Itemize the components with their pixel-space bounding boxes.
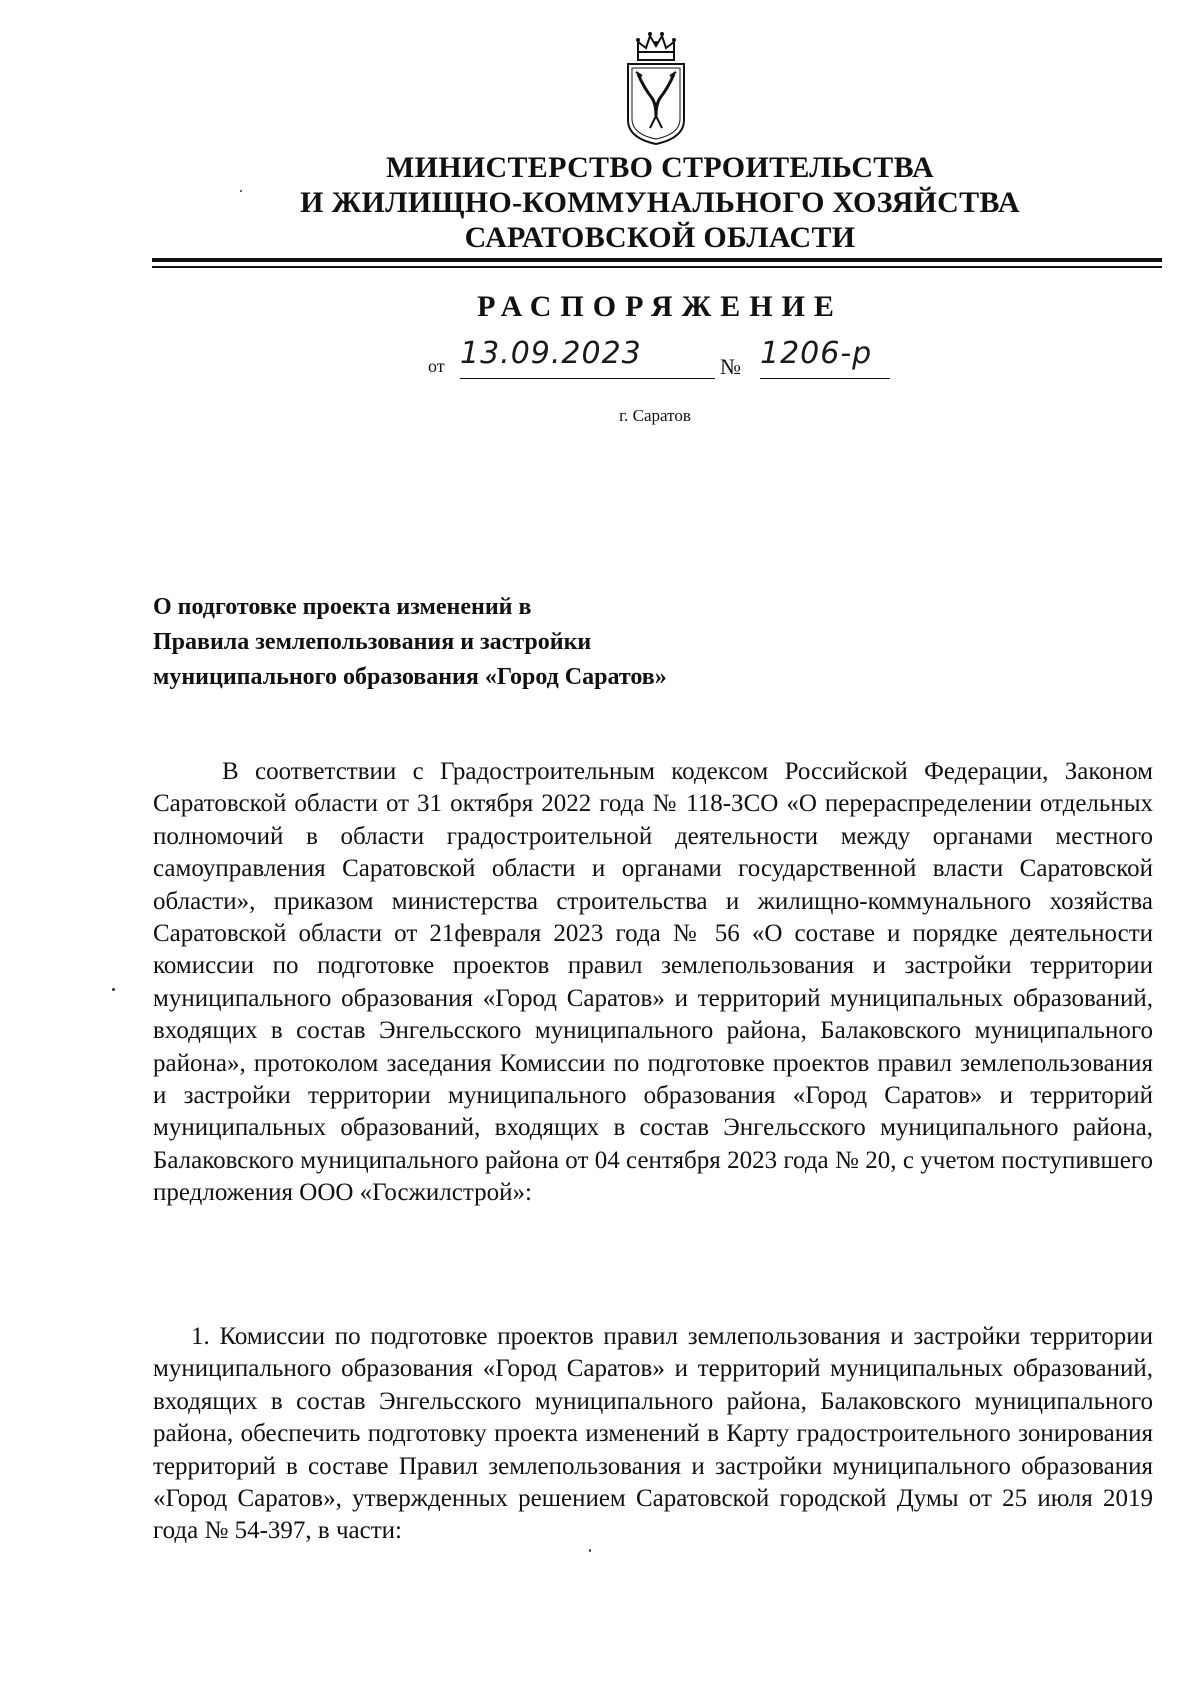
scan-speck bbox=[240, 190, 242, 192]
subject-line-2: Правила землепользования и застройки bbox=[153, 629, 592, 655]
scan-speck bbox=[112, 988, 115, 991]
subject-line-3: муниципального образования «Город Саратов» bbox=[153, 664, 667, 690]
header-rule-thin bbox=[152, 266, 1162, 268]
number-prefix: № bbox=[720, 354, 741, 379]
ministry-line-2: И ЖИЛИЩНО-КОММУНАЛЬНОГО ХОЗЯЙСТВА bbox=[300, 186, 1020, 219]
date-underline bbox=[460, 378, 715, 379]
clause-1-paragraph: 1. Комиссии по подготовке проектов правил землепользования и застройки территории муниципального образования «Город Саратов» и территорий муниципальных образований, входящих в состав Энгельсского муниципального района, Балаковского муниципального района, обеспечить подготовку проекта изменений в Карту градостроительного зонирования территорий в составе Правил землепользования и застройки муниципального образования «Город Саратов», утвержденных решением Саратовской городской Думы от 25 июля 2019 года № 54-397, в части: bbox=[153, 1323, 1153, 1545]
document-subject bbox=[153, 590, 853, 695]
scan-speck bbox=[589, 1549, 591, 1552]
ministry-line-1: МИНИСТЕРСТВО СТРОИТЕЛЬСТВА bbox=[385, 151, 935, 184]
ministry-name bbox=[150, 150, 1170, 255]
handwritten-date: 13.09.2023 bbox=[460, 336, 642, 371]
header-rule-thick bbox=[152, 258, 1162, 262]
date-number-line bbox=[0, 336, 1200, 386]
subject-line-1: О подготовке проекта изменений в bbox=[153, 594, 532, 620]
date-prefix: от bbox=[428, 356, 445, 376]
saratov-coat-of-arms-icon bbox=[622, 28, 690, 146]
preamble-paragraph: В соответствии с Градостроительным кодексом Российской Федерации, Законом Саратовской области от 31 октября 2022 года № 118-ЗСО «О перераспределении отдельных полномочий в области градостроительной деятельности между органами местного самоуправления Саратовской области и органами государственной власти Саратовской области», приказом министерства строительства и жилищно-коммунального хозяйства Саратовской области от 21февраля 2023 года № 56 «О составе и порядке деятельности комиссии по подготовке проектов правил землепользования и застройки территории муниципального образования «Город Саратов» и территорий муниципальных образований, входящих в состав Энгельсского муниципального района, Балаковского муниципального района», протоколом заседания Комиссии по подготовке проектов правил землепользования и застройки территории муниципального образования «Город Саратов» и территорий муниципальных образований, входящих в состав Энгельсского муниципального района, Балаковского муниципального района от 04 сентября 2023 года № 20, с учетом поступившего предложения ООО «Госжилстрой»: bbox=[153, 758, 1153, 1207]
ministry-line-3: САРАТОВСКОЙ ОБЛАСТИ bbox=[464, 221, 856, 254]
document-type: РАСПОРЯЖЕНИЕ bbox=[477, 290, 843, 323]
city-label: г. Саратов bbox=[619, 406, 691, 425]
handwritten-number: 1206-р bbox=[760, 336, 873, 371]
number-underline bbox=[760, 378, 890, 379]
